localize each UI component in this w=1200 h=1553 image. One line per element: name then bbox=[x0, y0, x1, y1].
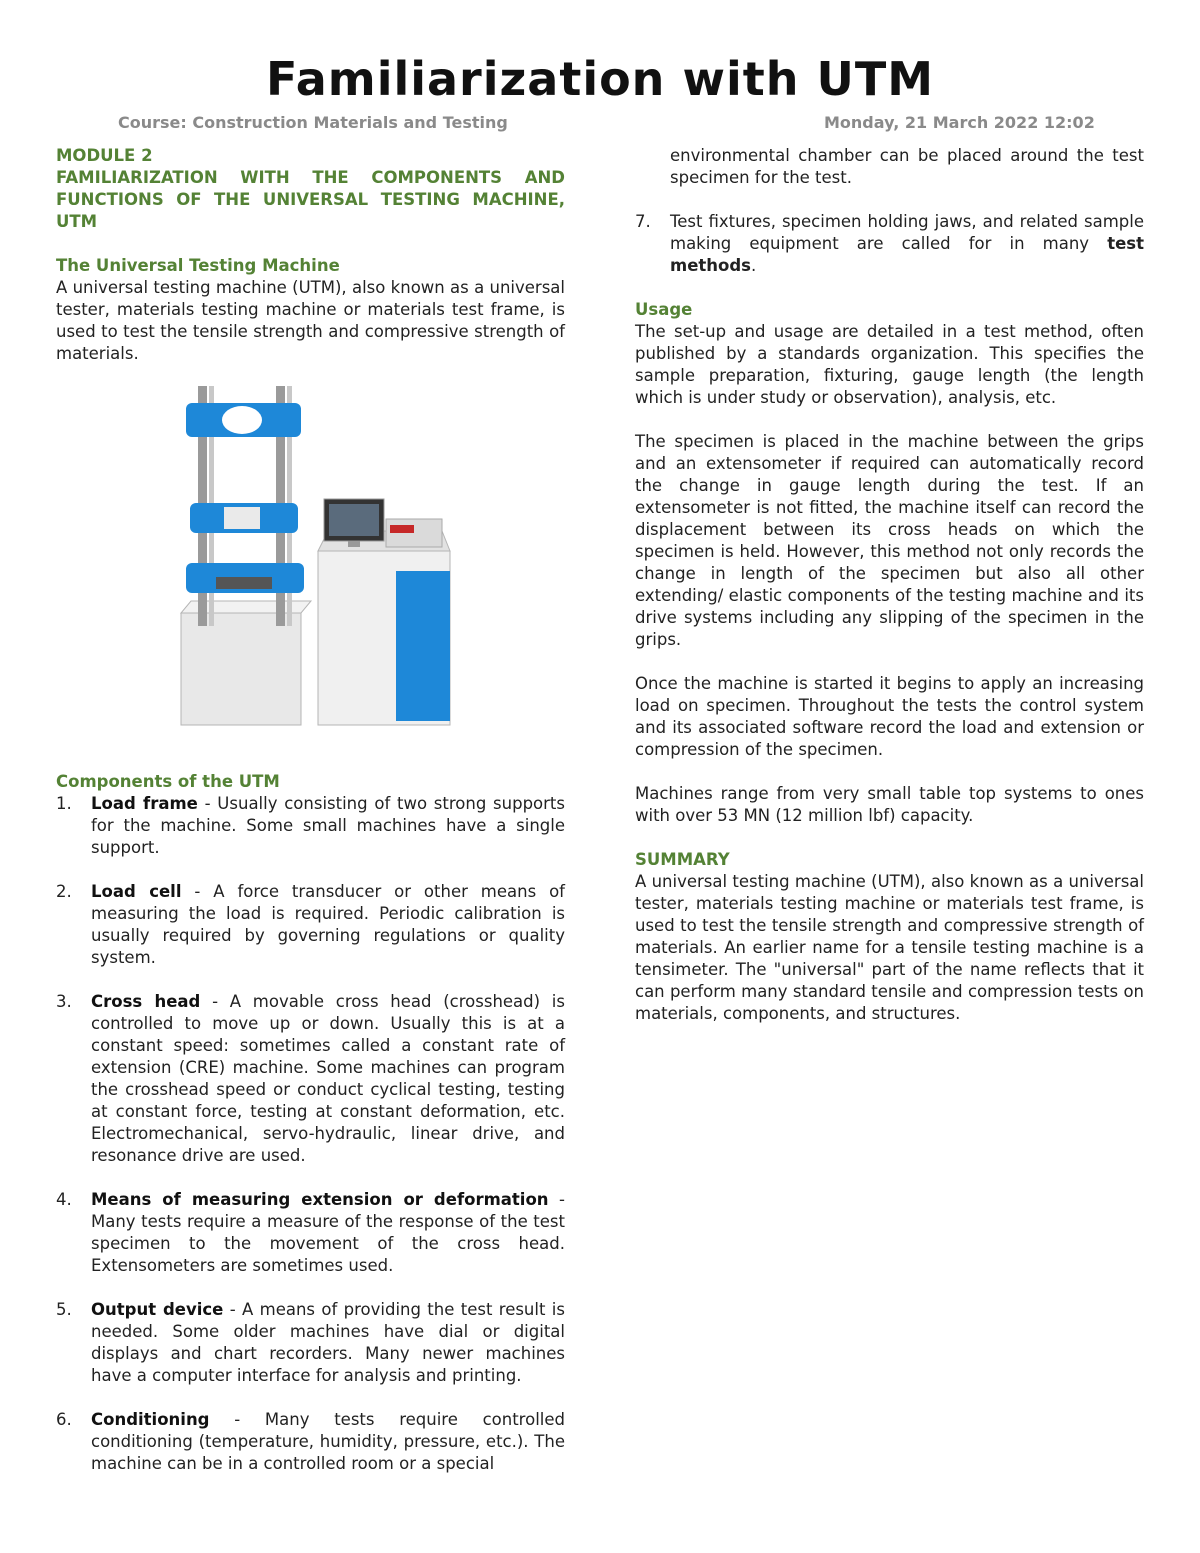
module-label: MODULE 2 bbox=[56, 146, 153, 165]
list-item: 2. Load cell - A force transducer or other means of measuring the load is required. Periodic calibration is usually required by governing regulations or quality system. bbox=[56, 882, 565, 967]
components-heading: Components of the UTM bbox=[56, 772, 280, 791]
usage-heading: Usage bbox=[635, 300, 693, 319]
item6-continuation: environmental chamber can be placed around the test specimen for the test. bbox=[670, 146, 1144, 187]
page-title: Familiarization with UTM bbox=[266, 52, 934, 106]
list-item: 6. Conditioning - Many tests require controlled conditioning (temperature, humidity, pressure, etc.). The machine can be in a controlled room or a special bbox=[56, 1410, 565, 1473]
course-label: Course: Construction Materials and Testing bbox=[118, 113, 508, 132]
date-time: Monday, 21 March 2022 12:02 bbox=[824, 113, 1095, 132]
summary-text: A universal testing machine (UTM), also known as a universal tester, materials testing machine or materials test frame, is used to test the tensile strength and compressive strength of materials. An earlier name for a tensile testing machine is a tensimeter. The "universal" part of the name reflects that it can perform many standard tensile and compression tests on materials, components, and structures. bbox=[635, 872, 1144, 1023]
usage-paragraph: The set-up and usage are detailed in a test method, often published by a standards organization. This specifies the sample preparation, fixturing, gauge length (the length which is under study or observation), analysis, etc. bbox=[635, 322, 1144, 407]
usage-paragraph: Machines range from very small table top systems to ones with over 53 MN (12 million lbf) capacity. bbox=[635, 784, 1144, 825]
list-item: 4. Means of measuring extension or deformation - Many tests require a measure of the response of the test specimen to the movement of the cross head. Extensometers are sometimes used. bbox=[56, 1190, 565, 1275]
components-list bbox=[56, 793, 565, 1475]
list-item: 3. Cross head - A movable cross head (crosshead) is controlled to move up or down. Usually this is at a constant speed: sometimes called a constant rate of extension (CRE) machine. Some machines can program the crosshead speed or conduct cyclical testing, testing at constant force, testing at constant deformation, etc. Electromechanical, servo-hydraulic, linear drive, and resonance drive are used. bbox=[56, 992, 565, 1165]
usage-paragraph: The specimen is placed in the machine between the grips and an extensometer if required can automatically record the change in gauge length during the test. If an extensometer is not fitted, the machine itself can record the displacement between its cross heads on which the specimen is held. However, this method not only records the change in length of the specimen but also all other extending/ elastic components of the testing machine and its drive systems including any slipping of the specimen in the grips. bbox=[635, 432, 1144, 649]
list-item: 1. Load frame - Usually consisting of two strong supports for the machine. Some small machines have a single support. bbox=[56, 794, 565, 857]
utm-intro-text: A universal testing machine (UTM), also known as a universal tester, materials testing machine or materials test frame, is used to test the tensile strength and compressive strength of materials. bbox=[56, 278, 565, 363]
list-item: 7. Test fixtures, specimen holding jaws, and related sample making equipment are called for in many test methods. bbox=[635, 212, 1144, 275]
summary-heading: SUMMARY bbox=[635, 850, 730, 869]
utm-heading: The Universal Testing Machine bbox=[56, 256, 340, 275]
right-column bbox=[635, 145, 1144, 1047]
list-item: 5. Output device - A means of providing the test result is needed. Some older machines have dial or digital displays and chart recorders. Many newer machines have a computer interface for analysis and printing. bbox=[56, 1300, 565, 1385]
usage-paragraph: Once the machine is started it begins to apply an increasing load on specimen. Throughout the tests the control system and its associated software record the load and extension or compression of the specimen. bbox=[635, 674, 1144, 759]
module-title: FAMILIARIZATION WITH THE COMPONENTS AND FUNCTIONS OF THE UNIVERSAL TESTING MACHINE, UTM bbox=[56, 168, 565, 231]
utm-machine-illustration bbox=[176, 381, 476, 731]
left-column bbox=[56, 145, 565, 1497]
